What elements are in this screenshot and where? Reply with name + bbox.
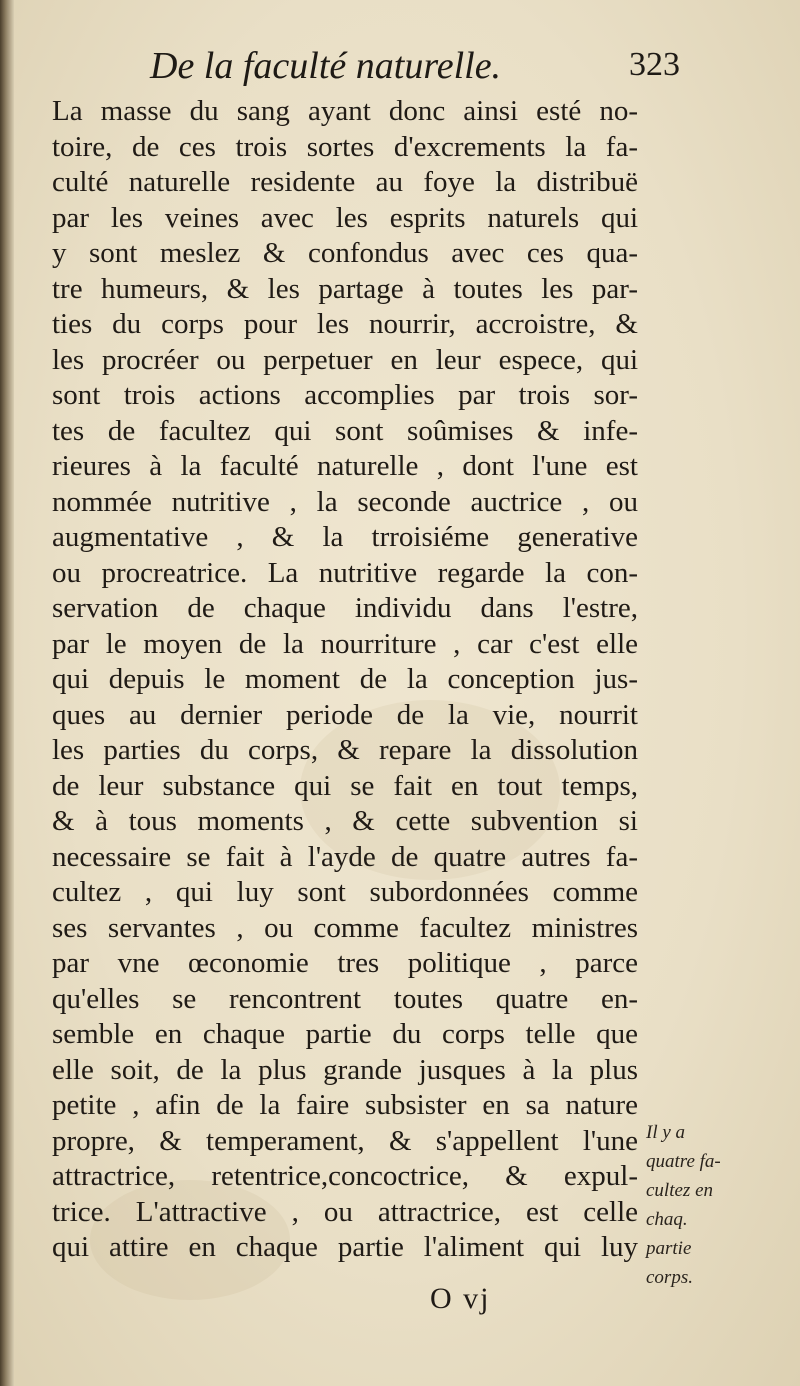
text-line: culté naturelle residente au foye la distribuë [52, 166, 638, 198]
running-title: De la faculté naturelle. [150, 45, 502, 87]
text-line: toire, de ces trois sortes d'excrements la fa- [52, 130, 638, 163]
text-line: de leur substance qui se fait en tout temps, [52, 769, 638, 802]
text-line: qui attire en chaque partie l'aliment qui luy [52, 1231, 638, 1263]
signature-mark: O vj [430, 1282, 491, 1315]
text-line: par les veines avec les esprits naturels qui [52, 201, 638, 234]
text-line: attractrice, retentrice,concoctrice, & expul- [52, 1160, 638, 1192]
text-line: qu'elles se rencontrent toutes quatre en- [52, 982, 638, 1015]
text-line: trice. L'attractive , ou attractrice, est celle [52, 1195, 638, 1228]
text-line: necessaire se fait à l'ayde de quatre autres fa- [52, 840, 638, 873]
marginal-note-line: partie [646, 1238, 692, 1259]
marginal-note-line: cultez en [646, 1180, 714, 1201]
marginal-note-line: chaq. [646, 1209, 688, 1230]
marginal-note-line: Il y a [646, 1122, 686, 1143]
marginal-note-line: quatre fa- [646, 1151, 721, 1172]
text-line: ques au dernier periode de la vie, nourrit [52, 698, 638, 731]
text-line: servation de chaque individu dans l'estre, [52, 592, 638, 624]
text-line: petite , afin de la faire subsister en sa nature [52, 1089, 638, 1121]
text-line: tre humeurs, & les partage à toutes les par- [52, 272, 638, 305]
text-line: elle soit, de la plus grande jusques à la plus [52, 1053, 638, 1086]
text-line: ties du corps pour les nourrir, accroistre, & [52, 308, 638, 340]
text-line: ou procreatrice. La nutritive regarde la con- [52, 556, 638, 589]
page-header [40, 44, 680, 94]
text-line: semble en chaque partie du corps telle que [52, 1018, 638, 1050]
text-line: rieures à la faculté naturelle , dont l'une est [52, 450, 638, 482]
text-line: par vne œconomie tres politique , parce [52, 947, 638, 979]
text-line: les procréer ou perpetuer en leur espece, qui [52, 343, 638, 376]
marginal-note-line: corps. [646, 1267, 693, 1288]
text-line: augmentative , & la trroisiéme generative [52, 521, 638, 553]
text-line: La masse du sang ayant donc ainsi esté no- [52, 95, 638, 127]
text-line: cultez , qui luy sont subordonnées comme [52, 876, 638, 908]
text-line: y sont meslez & confondus avec ces qua- [52, 237, 638, 269]
text-line: ses servantes , ou comme facultez ministres [52, 911, 638, 944]
text-line: sont trois actions accomplies par trois sor- [52, 379, 638, 411]
text-line: nommée nutritive , la seconde auctrice , ou [52, 485, 638, 518]
text-line: tes de facultez qui sont soûmises & infe- [52, 414, 638, 447]
text-line: & à tous moments , & cette subvention si [52, 805, 638, 837]
page-binding-edge [0, 0, 14, 1386]
page-number: 323 [629, 46, 680, 83]
text-line: les parties du corps, & repare la dissolution [52, 734, 638, 766]
text-line: qui depuis le moment de la conception jus- [52, 663, 638, 695]
text-line: propre, & temperament, & s'appellent l'une [52, 1124, 638, 1157]
marginal-note [646, 1118, 766, 1292]
text-line: par le moyen de la nourriture , car c'est elle [52, 627, 638, 660]
body-text [52, 94, 638, 1266]
